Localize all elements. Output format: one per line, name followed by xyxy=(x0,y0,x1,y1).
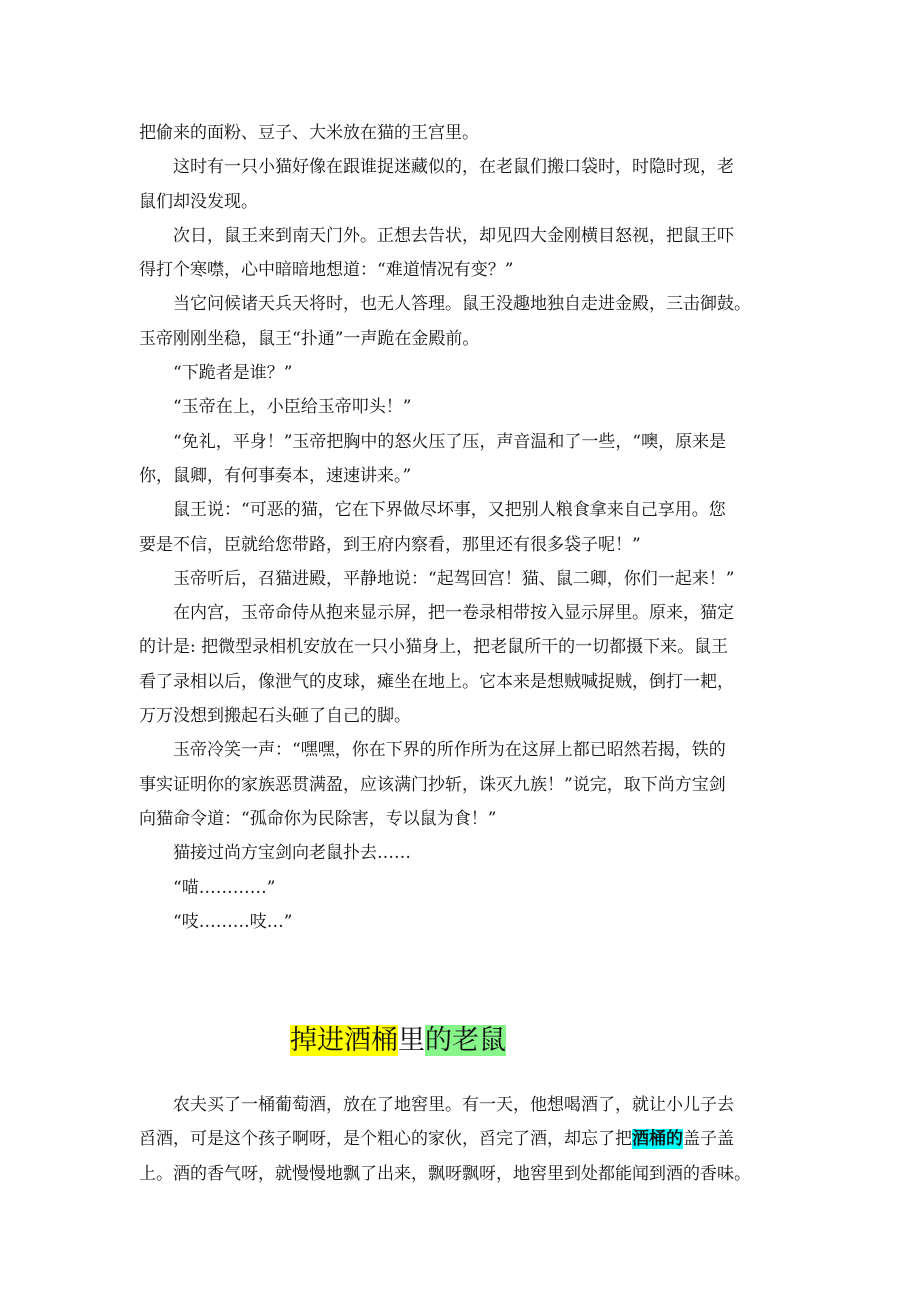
paragraph-12 xyxy=(139,836,789,870)
text-line: 在内宫，玉帝命侍从抱来显示屏，把一卷录相带按入显示屏里。原来，猫定 xyxy=(173,603,734,624)
text-line: 上。酒的香气呀，就慢慢地飘了出来，飘呀飘呀，地窖里到处都能闻到酒的香味。 xyxy=(139,1163,751,1184)
text-line: 农夫买了一桶葡萄酒，放在了地窖里。有一天，他想喝酒了，就让小儿子去 xyxy=(173,1095,734,1115)
paragraph-1 xyxy=(139,116,789,150)
text-line: 看了录相以后，像泄气的皮球，瘫坐在地上。它本来是想贼喊捉贼，倒打一耙， xyxy=(139,671,734,692)
text-line: 当它问候诸天兵天将时，也无人答理。鼠王没趣地独自走进金殿，三击御鼓。 xyxy=(173,294,751,315)
story-rat-in-wine-barrel xyxy=(139,1088,789,1191)
text-line: 向猫命令道：“孤命你为民除害，专以鼠为食！” xyxy=(139,808,497,829)
paragraph-13 xyxy=(139,871,789,905)
text-line: 把偷来的面粉、豆子、大米放在猫的王宫里。 xyxy=(139,123,479,143)
text-line: 鼠王说：“可恶的猫，它在下界做尽坏事，又把别人粮食拿来自己享用。您 xyxy=(173,500,726,521)
paragraph-2 xyxy=(139,150,789,219)
text-line: 要是不信，臣就给您带路，到王府内察看，那里还有很多袋子呢！” xyxy=(139,534,641,555)
paragraph-6 xyxy=(139,390,789,424)
text-line: “免礼，平身！”玉帝把胸中的怒火压了压，声音温和了一些，“噢，原来是 xyxy=(173,431,727,452)
text-line: 鼠们却没发现。 xyxy=(139,191,258,212)
paragraph-1 xyxy=(139,1088,789,1191)
text-line: 万万没想到搬起石头砸了自己的脚。 xyxy=(139,706,411,727)
title-highlight-yellow: 掉进酒桶 xyxy=(290,1025,398,1056)
paragraph-8 xyxy=(139,493,789,562)
text-line: 猫接过尚方宝剑向老鼠扑去…… xyxy=(173,843,411,864)
text-line: 事实证明你的家族恶贯满盈，应该满门抄斩，诛灭九族！”说完，取下尚方宝剑 xyxy=(139,774,726,795)
text-line: 得打个寒噤，心中暗暗地想道：“难道情况有变？” xyxy=(139,260,514,281)
paragraph-5 xyxy=(139,356,789,390)
text-line: 玉帝刚刚坐稳，鼠王“扑通”一声跪在金殿前。 xyxy=(139,328,480,349)
text-line: “吱………吱…” xyxy=(173,911,293,932)
text-run: 舀酒，可是这个孩子啊呀，是个粗心的家伙，舀完了酒，却忘了把 xyxy=(139,1129,632,1150)
paragraph-3 xyxy=(139,219,789,288)
paragraph-4 xyxy=(139,287,789,356)
text-line: “下跪者是谁？” xyxy=(173,363,293,384)
text-line xyxy=(139,1122,789,1156)
paragraph-10 xyxy=(139,596,789,733)
text-highlight-cyan: 酒桶的 xyxy=(632,1129,683,1150)
text-line: “喵…………” xyxy=(173,877,276,898)
paragraph-14 xyxy=(139,905,789,939)
text-line: 次日，鼠王来到南天门外。正想去告状，却见四大金刚横目怒视，把鼠王吓 xyxy=(173,225,734,246)
story-cat-and-rat xyxy=(139,116,789,939)
text-line: 这时有一只小猫好像在跟谁捉迷藏似的，在老鼠们搬口袋时，时隐时现，老 xyxy=(173,157,734,178)
text-line: “玉帝在上，小臣给玉帝叩头！” xyxy=(173,397,412,418)
text-line: 的计是: 把微型录相机安放在一只小猫身上，把老鼠所干的一切都摄下来。鼠王 xyxy=(139,637,729,658)
text-line: 玉帝听后，召猫进殿，平静地说：“起驾回宫！猫、鼠二卿，你们一起来！” xyxy=(173,568,735,589)
text-line: 你，鼠卿，有何事奏本，速速讲来。” xyxy=(139,465,412,486)
paragraph-7 xyxy=(139,425,789,494)
text-run: 盖子盖 xyxy=(683,1129,734,1150)
title-plain: 里 xyxy=(398,1025,425,1056)
story-title xyxy=(290,1020,506,1062)
title-highlight-green: 的老鼠 xyxy=(425,1025,506,1056)
paragraph-11 xyxy=(139,733,789,836)
paragraph-9 xyxy=(139,562,789,596)
text-line: 玉帝冷笑一声：“嘿嘿，你在下界的所作所为在这屏上都已昭然若揭，铁的 xyxy=(173,740,726,761)
